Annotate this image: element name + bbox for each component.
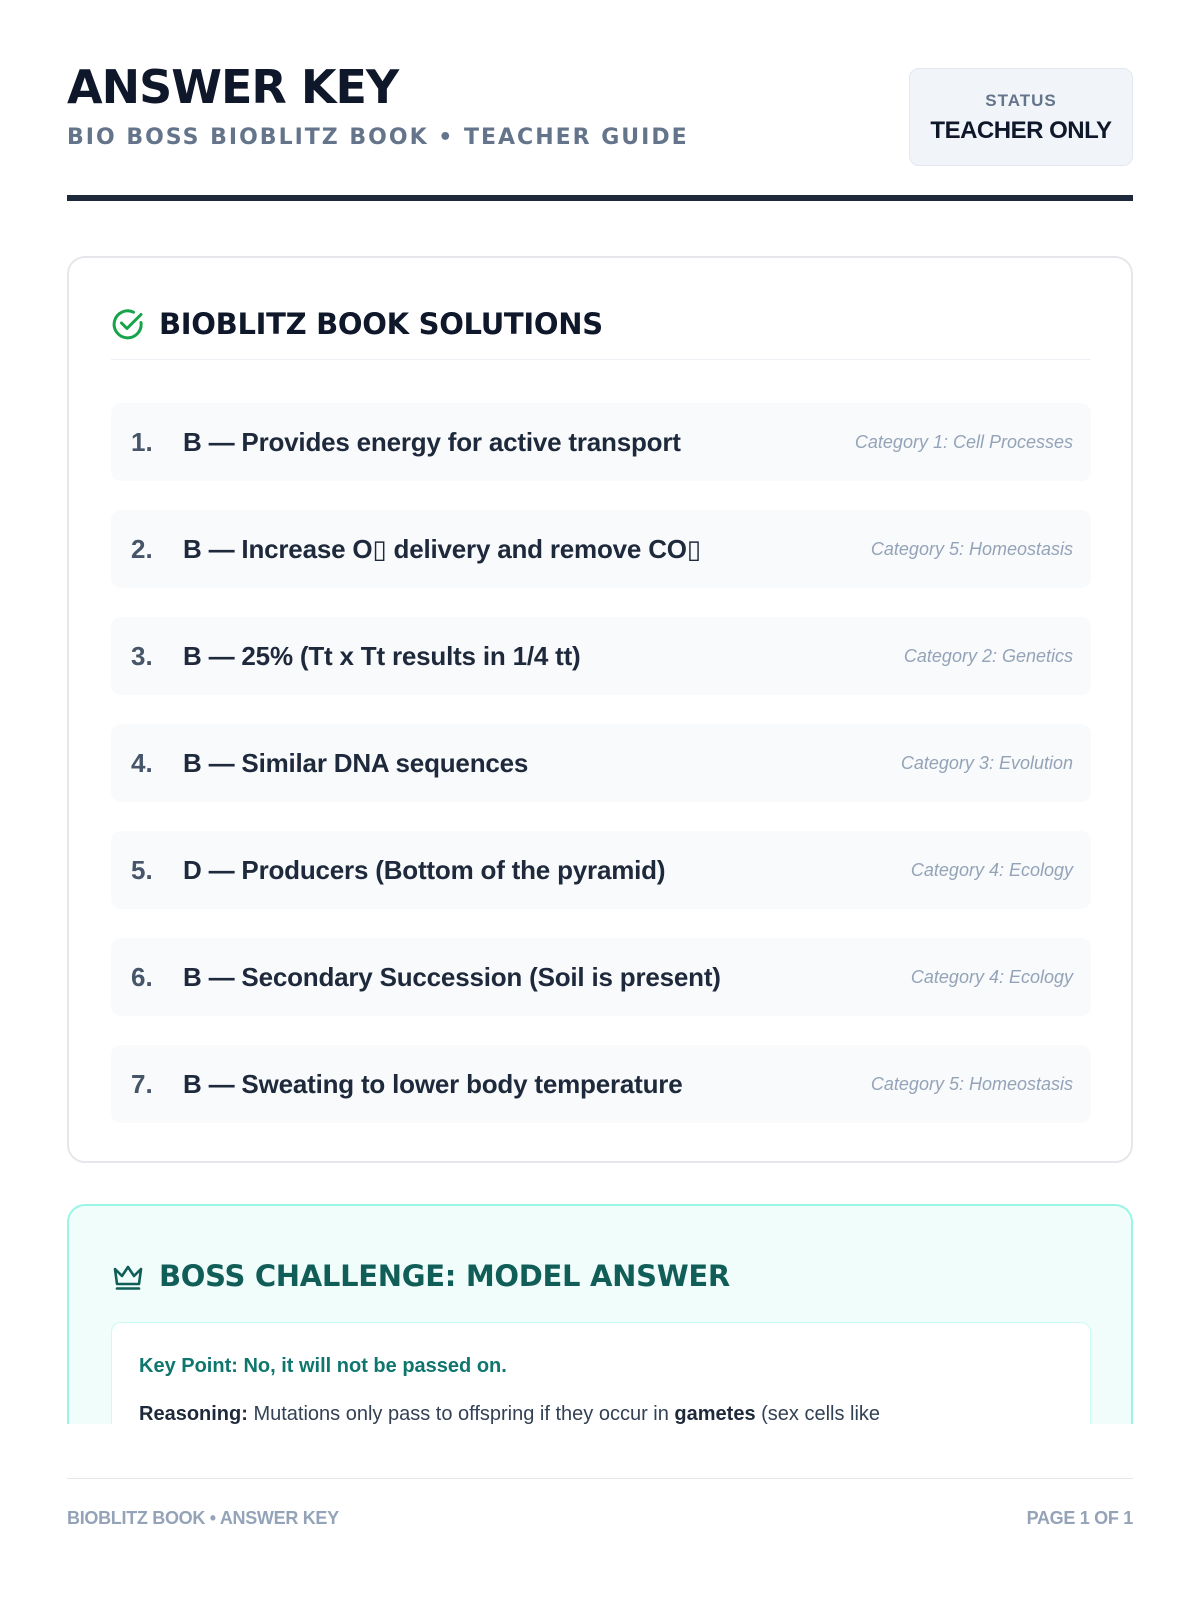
- footer-title: BIOBLITZ BOOK • ANSWER KEY: [67, 1508, 339, 1528]
- answer-text: B — Provides energy for active transport: [183, 427, 681, 457]
- answer-category: Category 5: Homeostasis: [870, 1074, 1073, 1094]
- section-divider: [111, 359, 1091, 360]
- answer-list: [111, 403, 1091, 1152]
- answer-category: Category 1: Cell Processes: [854, 432, 1073, 452]
- answer-text: B — Secondary Succession (Soil is present): [183, 962, 721, 992]
- answer-number: 7.: [131, 1069, 153, 1099]
- solutions-title: BIOBLITZ BOOK SOLUTIONS: [159, 307, 603, 341]
- reasoning-label: Reasoning:: [139, 1403, 248, 1424]
- answer-text: B — Similar DNA sequences: [183, 748, 529, 778]
- page-header: [67, 60, 1133, 200]
- answer-number: 4.: [131, 748, 153, 778]
- reasoning-text: [139, 1403, 1069, 1424]
- answer-number: 2.: [131, 534, 153, 564]
- answer-category: Category 4: Ecology: [910, 967, 1073, 987]
- answer-text: B — Increase O▯ delivery and remove CO▯: [183, 534, 701, 564]
- answer-row: [111, 831, 1091, 909]
- boss-challenge-card: [67, 1204, 1133, 1424]
- boss-challenge-title: BOSS CHALLENGE: MODEL ANSWER: [159, 1259, 730, 1293]
- reasoning-part-2: (sex cells like: [755, 1403, 881, 1424]
- solutions-heading: [111, 302, 603, 346]
- answer-row: [111, 724, 1091, 802]
- page-title: ANSWER KEY: [67, 60, 399, 114]
- answer-row: [111, 403, 1091, 481]
- model-answer-box: [111, 1322, 1091, 1424]
- answer-number: 3.: [131, 641, 153, 671]
- answer-row: [111, 938, 1091, 1016]
- check-circle-icon: [111, 307, 145, 341]
- answer-category: Category 4: Ecology: [910, 860, 1073, 880]
- answer-number: 1.: [131, 427, 153, 457]
- answer-number: 6.: [131, 962, 153, 992]
- header-divider: [67, 195, 1133, 201]
- footer-divider: [67, 1478, 1133, 1479]
- answer-text: B — 25% (Tt x Tt results in 1/4 tt): [183, 641, 581, 671]
- reasoning-part-1: Mutations only pass to offspring if they occur in: [247, 1403, 675, 1424]
- answer-category: Category 3: Evolution: [900, 753, 1073, 773]
- status-badge: [909, 68, 1133, 166]
- status-label: STATUS: [985, 91, 1057, 110]
- answer-category: Category 5: Homeostasis: [870, 539, 1073, 559]
- status-value: TEACHER ONLY: [930, 117, 1112, 144]
- answer-row: [111, 510, 1091, 588]
- solutions-card: [67, 256, 1133, 1163]
- answer-number: 5.: [131, 855, 153, 885]
- crown-icon: [111, 1259, 145, 1293]
- reasoning-bold-term: gametes: [674, 1403, 756, 1424]
- answer-text: B — Sweating to lower body temperature: [183, 1069, 683, 1099]
- answer-row: [111, 617, 1091, 695]
- answer-row: [111, 1045, 1091, 1123]
- boss-challenge-heading: [111, 1254, 730, 1298]
- answer-key-page: [67, 0, 1133, 1600]
- answer-text: D — Producers (Bottom of the pyramid): [183, 855, 666, 885]
- key-point: Key Point: No, it will not be passed on.: [139, 1355, 507, 1377]
- page-number: PAGE 1 OF 1: [1026, 1508, 1133, 1528]
- answer-category: Category 2: Genetics: [903, 646, 1073, 666]
- page-subtitle: BIO BOSS BIOBLITZ BOOK • TEACHER GUIDE: [67, 125, 689, 150]
